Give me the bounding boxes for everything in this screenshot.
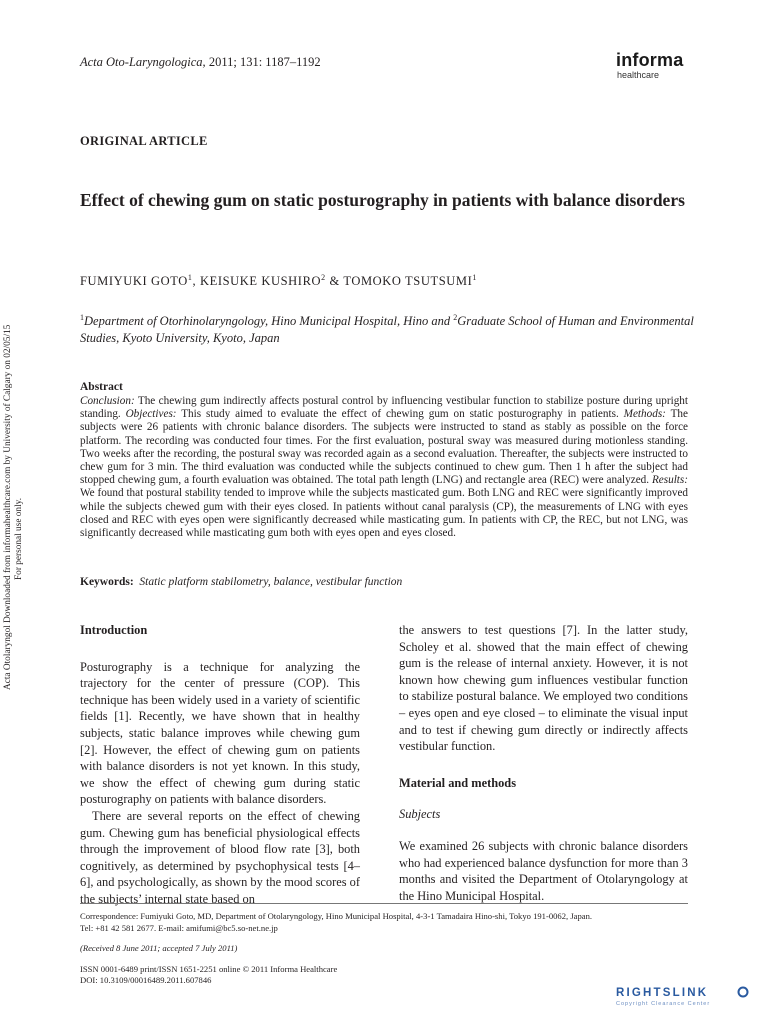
- affil-mark: 2: [453, 313, 458, 322]
- affil-mark: 1: [80, 313, 84, 322]
- publisher-brand: informa: [616, 50, 684, 70]
- subsection-heading-subjects: Subjects: [399, 807, 441, 822]
- rightslink-subtext: Copyright Clearance Center: [616, 1001, 711, 1007]
- section-heading-introduction: Introduction: [80, 623, 148, 637]
- download-notice-line2: For personal use only.: [14, 497, 24, 580]
- affiliations: [80, 309, 700, 347]
- abstract-label: Results:: [651, 474, 688, 487]
- paragraph: We examined 26 subjects with chronic balance disorders who had experienced balance dysfunction for more than 3 months and visited the Department of Otolaryngology at the Hino Municipal Hospital.: [399, 838, 688, 903]
- body-column-right: [399, 622, 688, 904]
- author-separator: ,: [192, 274, 200, 289]
- abstract-label: Methods:: [623, 408, 666, 421]
- journal-issue: 2011; 131: 1187–1192: [205, 55, 321, 69]
- journal-name: Acta Oto-Laryngologica,: [80, 55, 206, 69]
- correspondence-line: Correspondence: Fumiyuki Goto, MD, Department of Otolaryngology, Hino Municipal Hospital, 4-3-1 Tamadaira Hino-shi, Tokyo 191-0062, Japan.: [80, 911, 593, 921]
- paragraph: the answers to test questions [7]. In the latter study, Scholey et al. showed that the main effect of chewing gum is the release of internal anxiety. However, it is not known how chewing gum influences vestibular function to stabilize postural balance. We employed two conditions – eyes open and eye closed – to eliminate the visual input and to test if chewing gum directly or indirectly affects vestibular function.: [399, 623, 688, 754]
- issn-line: ISSN 0001-6489 print/ISSN 1651-2251 online © 2011 Informa Healthcare: [80, 964, 338, 974]
- keywords-label: Keywords:: [80, 576, 134, 588]
- author-name: FUMIYUKI GOTO: [80, 274, 188, 289]
- doi-line: DOI: 10.3109/00016489.2011.607846: [80, 975, 212, 985]
- affil-text: Graduate School of Human and Environmental Studies, Kyoto University, Kyoto, Japan: [80, 314, 694, 346]
- abstract-body: [80, 395, 688, 540]
- affil-text: Department of Otorhinolaryngology, Hino Municipal Hospital, Hino and: [84, 314, 454, 329]
- abstract-label: Objectives:: [125, 408, 177, 421]
- abstract-text: We found that postural stability tended to improve while the subjects masticated gum. Both LNG and REC were significantly improved while the subjects chewed gum with their eyes closed. In patients without canal paralysis (CP), the measurements of LNG with eyes closed and REC with eyes open were significantly decreased while masticating gum. In patients with CP, the REC, but not LNG, was significantly decreased while masticating gum both with eyes open and eyes closed.: [80, 487, 688, 540]
- abstract-text: The chewing gum indirectly affects postural control by influencing vestibular function to stabilize posture during upright standing.: [80, 395, 688, 421]
- journal-citation: [80, 55, 321, 70]
- author-list: [80, 273, 477, 289]
- article-title: Effect of chewing gum on static posturography in patients with balance disorders: [80, 190, 685, 210]
- author-name: TOMOKO TSUTSUMI: [343, 274, 473, 289]
- footer-divider: [80, 903, 688, 904]
- abstract-heading: Abstract: [80, 381, 123, 393]
- rightslink-logo: [612, 983, 752, 1009]
- keywords-line: [80, 576, 402, 588]
- abstract-label: Conclusion:: [80, 395, 135, 407]
- contact-line: Tel: +81 42 581 2677. E-mail: amifumi@bc5.so-net.ne.jp: [80, 923, 278, 933]
- received-text: (Received 8 June 2011; accepted 7 July 2011): [80, 943, 238, 953]
- body-column-left: [80, 622, 360, 908]
- author-affil-mark: 1: [472, 273, 477, 282]
- publisher-logo: [616, 50, 683, 80]
- download-notice-line1: Acta Otolaryngol Downloaded from informahealthcare.com by University of Calgary on 02/05/15: [3, 324, 13, 690]
- publisher-sub: healthcare: [617, 70, 660, 80]
- author-name: KEISUKE KUSHIRO: [199, 274, 322, 289]
- author-affil-mark: 1: [187, 273, 193, 282]
- author-separator: &: [325, 274, 344, 289]
- author-affil-mark: 2: [321, 273, 326, 282]
- received-line: [80, 943, 700, 954]
- paragraph: There are several reports on the effect of chewing gum. Chewing gum has beneficial physiological effects through the improvement of blood flow rate [3], both cognitively, as determined by psychophysical tests [4–6], and psychologically, as shown by the mood scores of the subjects’ internal state based on: [80, 808, 360, 906]
- rightslink-mark-icon: [739, 988, 748, 997]
- section-heading-methods: Material and methods: [399, 775, 517, 790]
- keywords-text: Static platform stabilometry, balance, vestibular function: [139, 576, 403, 588]
- download-notice: [0, 270, 40, 710]
- article-type: ORIGINAL ARTICLE: [80, 134, 208, 148]
- paragraph: Posturography is a technique for analyzing the trajectory for the center of pressure (COP). This technique has been widely used in a variety of scientific fields [1]. Recently, we have shown that in healthy subjects, static balance improves while chewing gum [2]. However, the effect of chewing gum on patients with balance disorders is not yet known. In this study, we show the effect of chewing gum during static posturography on patients with balance disorders.: [80, 659, 360, 807]
- abstract-text: This study aimed to evaluate the effect of chewing gum on static posturography in patients.: [176, 408, 624, 421]
- abstract-text: The subjects were 26 patients with chronic balance disorders. The subjects were instructed to stand as stably as possible on the force platform. The recording was conducted four times. For the first evaluation, postural sway was measured during motionless standing. Two weeks after the recording, the postural sway was recorded again as a second evaluation. Thereafter, the subjects were instructed to chew gum for 3 min. The third evaluation was conducted while the subjects continued to chew gum. Then 1 h after the subject had stopped chewing gum, a fourth evaluation was obtained. The total path length (LNG) and rectangle area (REC) were analyzed.: [80, 408, 688, 487]
- rightslink-text: RIGHTSLINK: [616, 987, 709, 999]
